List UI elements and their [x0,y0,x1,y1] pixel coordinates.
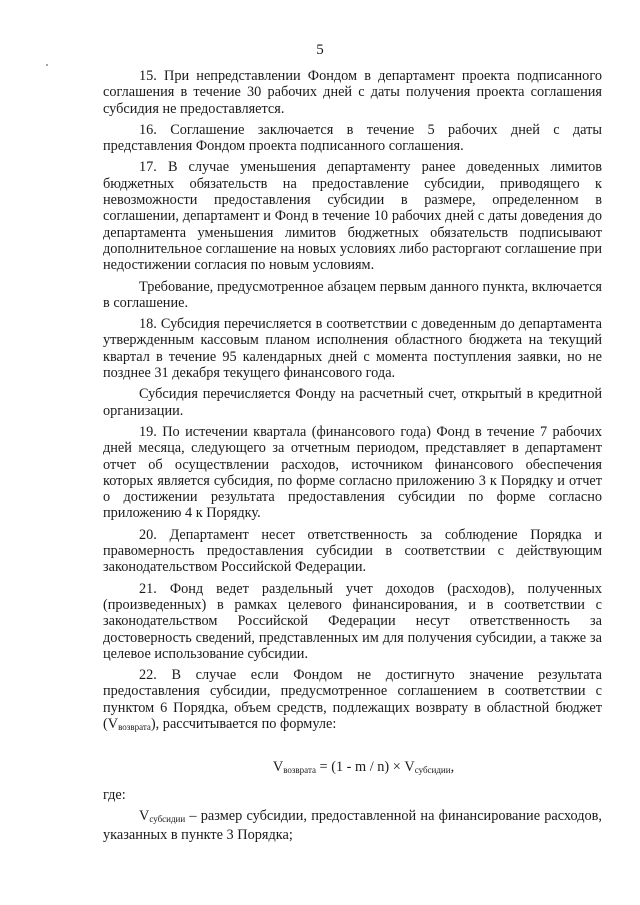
paragraph-22-tail: ), рассчитывается по формуле: [150,715,337,732]
paragraph-18-transfer: Субсидия перечисляется Фонду на расчетный счет, открытый в кредитной организации. [103,386,602,419]
formula-lhs: V [272,759,284,776]
paragraph-17-requirement: Требование, предусмотренное абзацем первым данного пункта, включается в соглашение. [103,278,602,311]
formula-rhs-subscript: субсидии [414,765,451,776]
paragraph-22-text: 22. В случае если Фондом не достигнуто значение результата предоставления субсидии, предусмотренное соглашением в соответствии с пунктом 6 Порядка, объем средств, подлежащих возврату в областной бюджет (V [103,667,602,732]
formula-tail: , [450,759,455,776]
definition-subsidy [103,808,602,844]
where-label: где: [103,786,126,803]
paragraph-22 [103,667,602,735]
page-number: 5 [316,42,324,58]
scan-speck [46,64,48,66]
definition-text: – размер субсидии, предоставленной на финансирование расходов, указанных в пункте 3 Порядка; [103,807,602,844]
paragraph-19: 19. По истечении квартала (финансового года) Фонд в течение 7 рабочих дней месяца, следующего за отчетным периодом, представляет в департамент отчет об осуществлении расходов, источником финансового обеспечения которых является субсидия, по форме согласно приложению 3 к Порядку и отчет о достижении результата предоставления субсидии по форме согласно приложению 4 к Порядку. [103,423,602,522]
paragraph-16: 16. Соглашение заключается в течение 5 рабочих дней с даты представления Фондом проекта подписанного соглашения. [103,121,602,155]
paragraph-22-subscript: возврата [118,721,151,732]
formula-mid: = (1 - m / n) × V [315,759,415,776]
paragraph-20: 20. Департамент несет ответственность за соблюдение Порядка и правомерность предоставления субсидии в соответствии с действующим законодательством Российской Федерации. [103,526,602,576]
paragraph-17: 17. В случае уменьшения департаменту ранее доведенных лимитов бюджетных обязательств на предоставление субсидии, приводящего к невозможности предоставления субсидии в размере, определенном в соглашении, департамент и Фонд в течение 10 рабочих дней с даты доведения до департамента уменьшения лимитов бюджетных обязательств подписывают дополнительное соглашение на новых условиях либо расторгают соглашение при недостижении согласия по новым условиям. [103,159,602,274]
paragraph-18: 18. Субсидия перечисляется в соответствии с доведенным до департамента утвержденным кассовым планом исполнения областного бюджета на текущий квартал в течение 95 календарных дней с момента поступления заявки, но не позднее 31 декабря текущего финансового года. [103,316,602,382]
paragraph-21: 21. Фонд ведет раздельный учет доходов (расходов), полученных (произведенных) в рамках целевого финансирования, и в соответствии с законодательством Российской Федерации несут ответственность за достоверность сведений, представленных им для получения субсидии, а также за целевое использование субсидии. [103,580,602,662]
paragraph-15: 15. При непредставлении Фондом в департамент проекта подписанного соглашения в течение 30 рабочих дней с даты получения проекта соглашения субсидия не предоставляется. [103,68,602,117]
document-body [103,68,602,848]
formula-lhs-subscript: возврата [283,765,316,776]
definition-subscript: субсидии [149,813,186,824]
definition-symbol: V [139,807,150,824]
refund-formula [103,759,602,778]
